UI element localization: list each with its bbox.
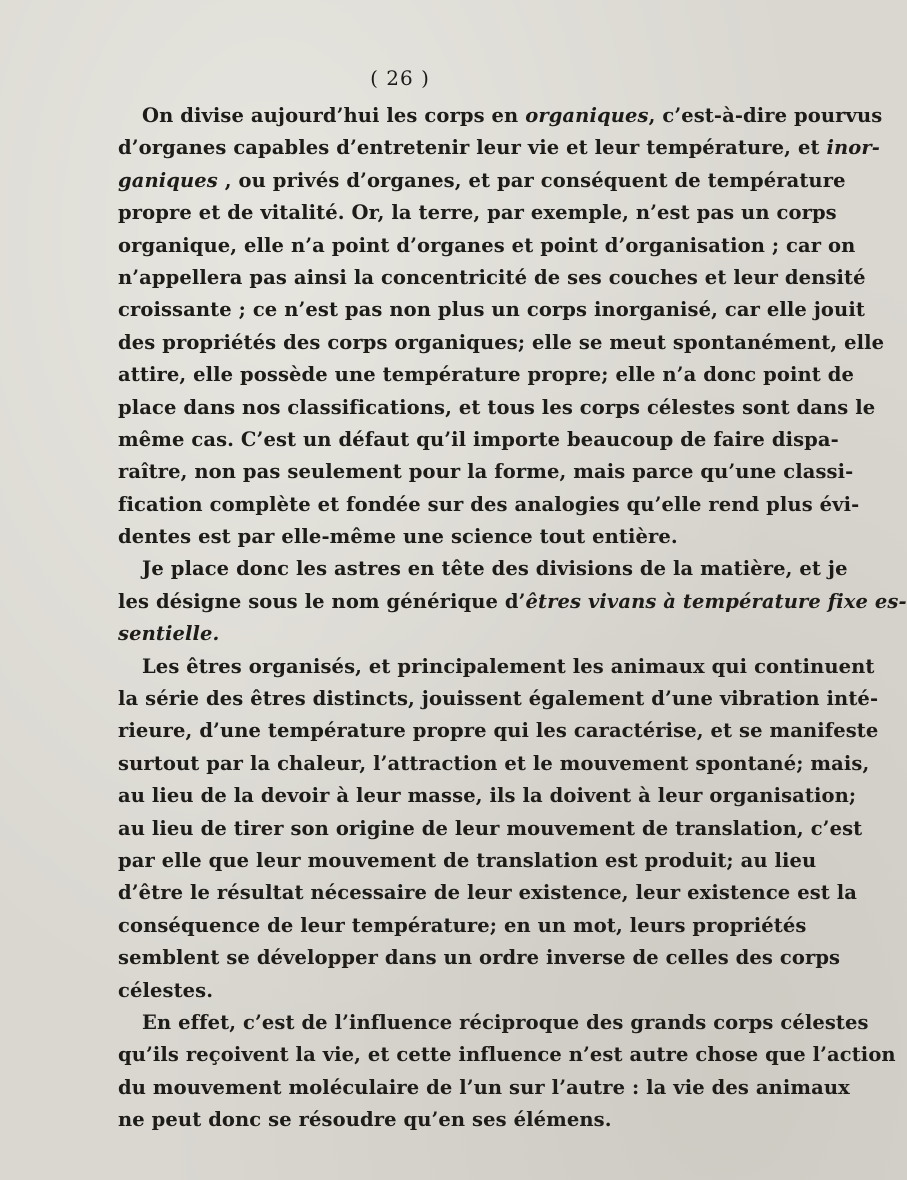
text-run: attire, elle possède une température propre; elle n’a donc point de: [118, 363, 855, 387]
text-line: [118, 780, 857, 812]
text-run: En effet, c’est de l’influence réciproque des grands corps célestes: [142, 1010, 869, 1034]
text-run: , c’est-à-dire pourvus: [648, 104, 883, 127]
text-run: au lieu de la devoir à leur masse, ils la doivent à leur organisation;: [118, 784, 857, 808]
text-line: [118, 262, 866, 294]
text-line: [118, 845, 817, 877]
text-line: [118, 683, 879, 715]
text-line: [118, 975, 736, 1007]
text-run: célestes.: [118, 978, 214, 1002]
text-run: rieure, d’une température propre qui les caractérise, et se manifeste: [118, 719, 879, 743]
text-run: raître, non pas seulement pour la forme, mais parce qu’une classi-: [118, 460, 854, 484]
text-line: [118, 197, 837, 229]
text-run: Les êtres organisés, et principalement les animaux qui continuent: [142, 654, 875, 678]
italic-text: inor-: [826, 136, 880, 160]
text-line: [118, 456, 854, 488]
text-run: organique, elle n’a point d’organes et point d’organisation ; car on: [118, 233, 856, 257]
text-run: qu’ils reçoivent la vie, et cette influence n’est autre chose que l’action: [118, 1043, 896, 1067]
text-line: [118, 294, 865, 326]
text-run: On divise aujourd’hui les corps en: [142, 104, 526, 127]
text-line: [118, 942, 841, 974]
text-line: [118, 424, 839, 456]
text-run: d’être le résultat nécessaire de leur existence, leur existence est la: [118, 881, 858, 905]
text-line: [118, 748, 870, 780]
paragraph: [118, 100, 885, 553]
text-line: [118, 1104, 736, 1136]
text-run: des propriétés des corps organiques; elle se meut spontanément, elle: [118, 330, 885, 354]
paragraph: [118, 651, 879, 1007]
text-line: [118, 230, 856, 262]
text-run: Je place donc les astres en tête des divisions de la matière, et je: [142, 557, 848, 581]
text-run: du mouvement moléculaire de l’un sur l’autre : la vie des animaux: [118, 1075, 850, 1099]
text-line: [118, 1007, 869, 1039]
text-line: [118, 1072, 850, 1104]
text-run: la série des êtres distincts, jouissent également d’une vibration inté-: [118, 687, 879, 711]
text-run: ne peut donc se résoudre qu’en ses élémens.: [118, 1108, 612, 1132]
text-line: [118, 813, 863, 845]
text-line: [118, 877, 858, 909]
text-line: [118, 1039, 896, 1071]
text-run: au lieu de tirer son origine de leur mouvement de translation, c’est: [118, 816, 863, 840]
text-run: dentes est par elle-même une science tout entière.: [118, 525, 678, 549]
text-run: conséquence de leur température; en un mot, leurs propriétés: [118, 913, 807, 937]
text-run: n’appellera pas ainsi la concentricité de ses couches et leur densité: [118, 265, 866, 289]
text-run: croissante ; ce n’est pas non plus un corps inorganisé, car elle jouit: [118, 298, 865, 322]
text-line: [118, 586, 907, 618]
body-text: [118, 100, 907, 1137]
text-line: [118, 392, 876, 424]
text-line: [118, 100, 883, 132]
text-line: [118, 359, 855, 391]
text-run: même cas. C’est un défaut qu’il importe beaucoup de faire dispa-: [118, 427, 839, 451]
italic-text: sentielle.: [118, 622, 220, 646]
italic-text: organiques: [525, 104, 649, 127]
text-line: [118, 132, 880, 164]
text-line: [118, 489, 860, 521]
text-line: [118, 910, 807, 942]
paragraph: [118, 1007, 896, 1137]
text-line: [118, 715, 879, 747]
text-run: place dans nos classifications, et tous les corps célestes sont dans le: [118, 395, 876, 419]
text-run: par elle que leur mouvement de translation est produit; au lieu: [118, 848, 817, 872]
italic-text: êtres vivans à température fixe es-: [525, 589, 907, 613]
text-line: [118, 521, 736, 553]
text-line: [118, 651, 875, 683]
text-run: semblent se développer dans un ordre inverse de celles des corps: [118, 946, 841, 970]
text-line: [118, 327, 885, 359]
text-run: , ou privés d’organes, et par conséquent de température: [217, 168, 846, 192]
text-run: les désigne sous le nom générique d’: [118, 589, 526, 613]
italic-text: ganiques: [118, 168, 218, 192]
page-number: ( 26 ): [370, 66, 430, 90]
paragraph: [118, 553, 907, 650]
text-run: propre et de vitalité. Or, la terre, par exemple, n’est pas un corps: [118, 201, 837, 225]
text-line: [118, 553, 848, 585]
text-line: [118, 618, 736, 650]
text-run: d’organes capables d’entretenir leur vie et leur température, et: [118, 136, 827, 160]
text-run: surtout par la chaleur, l’attraction et le mouvement spontané; mais,: [118, 751, 870, 775]
text-run: fication complète et fondée sur des analogies qu’elle rend plus évi-: [118, 492, 860, 516]
text-line: [118, 165, 846, 197]
